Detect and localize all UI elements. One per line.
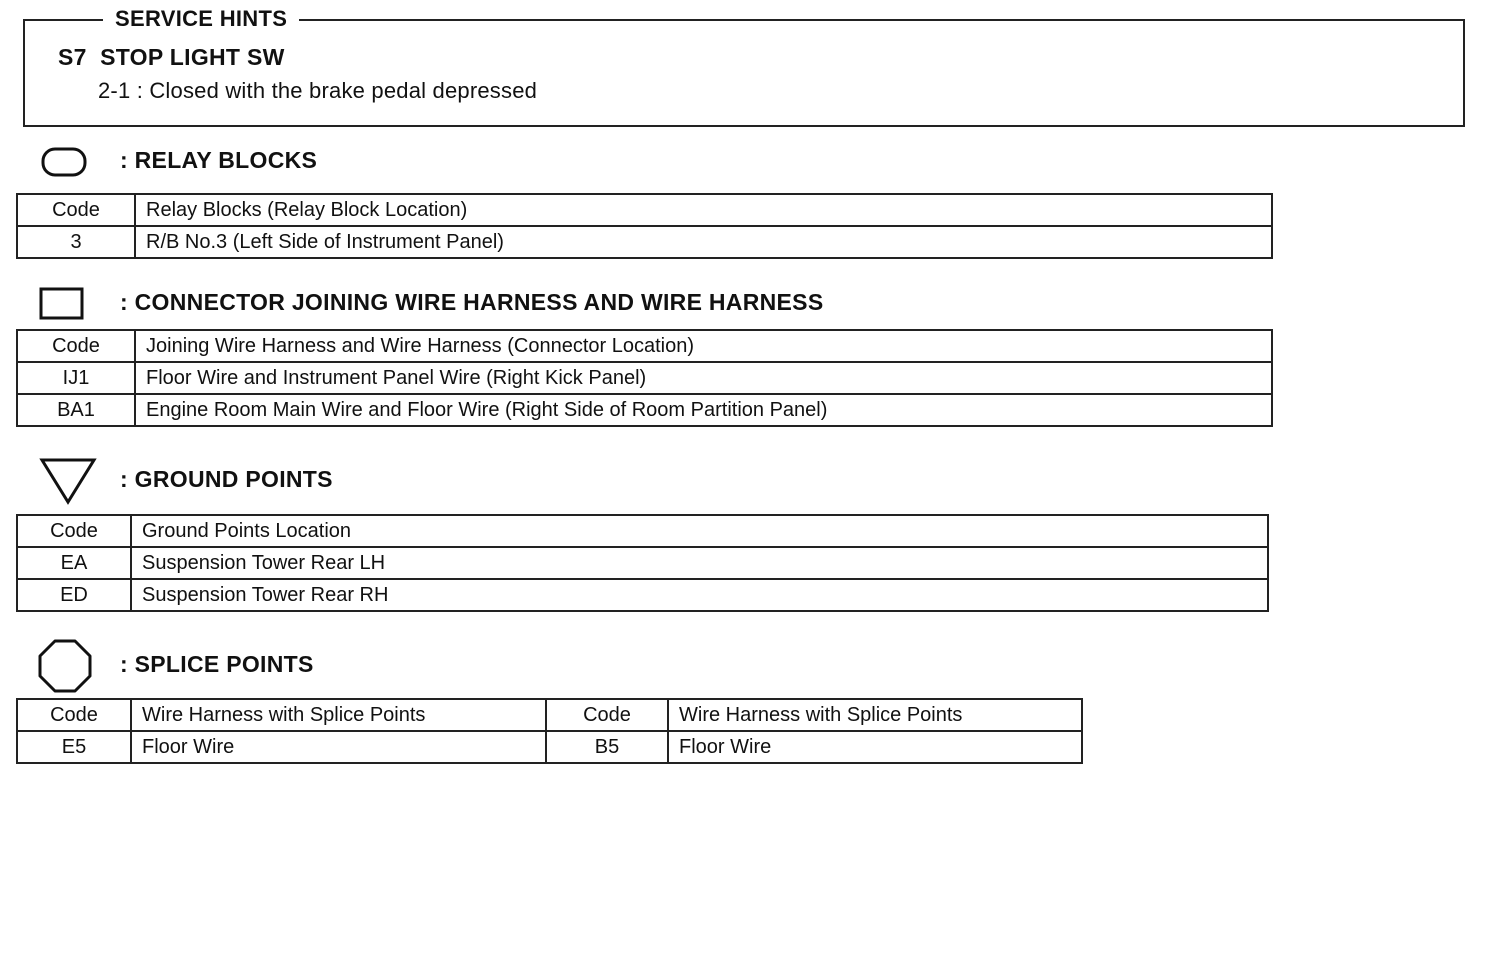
service-hints-text: 2-1 : Closed with the brake pedal depressed (98, 78, 538, 103)
code-header: Code (17, 194, 135, 226)
table-header-row (17, 330, 1272, 362)
table-row (17, 362, 1272, 394)
code-header: Code (17, 515, 131, 547)
service-hints-box (23, 6, 1465, 127)
location-cell: Suspension Tower Rear LH (131, 547, 1268, 579)
relay-blocks-table (16, 193, 1273, 259)
table-header-row (17, 194, 1272, 226)
rectangle-icon (38, 286, 86, 322)
code-cell: EA (17, 547, 131, 579)
inverted-triangle-icon (38, 456, 100, 506)
code-cell: BA1 (17, 394, 135, 426)
code-cell: 3 (17, 226, 135, 258)
code-cell: ED (17, 579, 131, 611)
connectors-heading: : CONNECTOR JOINING WIRE HARNESS AND WIRE HARNESS (120, 289, 824, 315)
service-hints-title: S7 STOP LIGHT SW (58, 44, 285, 70)
code-cell: IJ1 (17, 362, 135, 394)
table-row (17, 731, 1082, 763)
octagon-icon (37, 638, 93, 694)
location-cell: Suspension Tower Rear RH (131, 579, 1268, 611)
code-cell: B5 (546, 731, 668, 763)
relay-blocks-heading: : RELAY BLOCKS (120, 147, 318, 173)
rounded-rectangle-icon (40, 146, 90, 180)
service-hints-legend: SERVICE HINTS (103, 6, 299, 32)
table-row (17, 394, 1272, 426)
location-cell: R/B No.3 (Left Side of Instrument Panel) (135, 226, 1272, 258)
table-row (17, 547, 1268, 579)
ground-points-table (16, 514, 1269, 612)
table-header-row (17, 699, 1082, 731)
location-header: Ground Points Location (131, 515, 1268, 547)
connectors-table (16, 329, 1273, 427)
code-header: Code (546, 699, 668, 731)
code-header: Code (17, 330, 135, 362)
splice-points-heading: : SPLICE POINTS (120, 651, 314, 677)
splice-points-table (16, 698, 1083, 764)
code-cell: E5 (17, 731, 131, 763)
ground-points-heading: : GROUND POINTS (120, 466, 333, 492)
table-row (17, 579, 1268, 611)
location-header: Relay Blocks (Relay Block Location) (135, 194, 1272, 226)
table-header-row (17, 515, 1268, 547)
location-cell: Floor Wire and Instrument Panel Wire (Right Kick Panel) (135, 362, 1272, 394)
wire-harness-cell: Floor Wire (668, 731, 1082, 763)
wire-harness-header: Wire Harness with Splice Points (668, 699, 1082, 731)
location-cell: Engine Room Main Wire and Floor Wire (Right Side of Room Partition Panel) (135, 394, 1272, 426)
location-header: Joining Wire Harness and Wire Harness (Connector Location) (135, 330, 1272, 362)
wire-harness-header: Wire Harness with Splice Points (131, 699, 546, 731)
code-header: Code (17, 699, 131, 731)
wire-harness-cell: Floor Wire (131, 731, 546, 763)
table-row (17, 226, 1272, 258)
